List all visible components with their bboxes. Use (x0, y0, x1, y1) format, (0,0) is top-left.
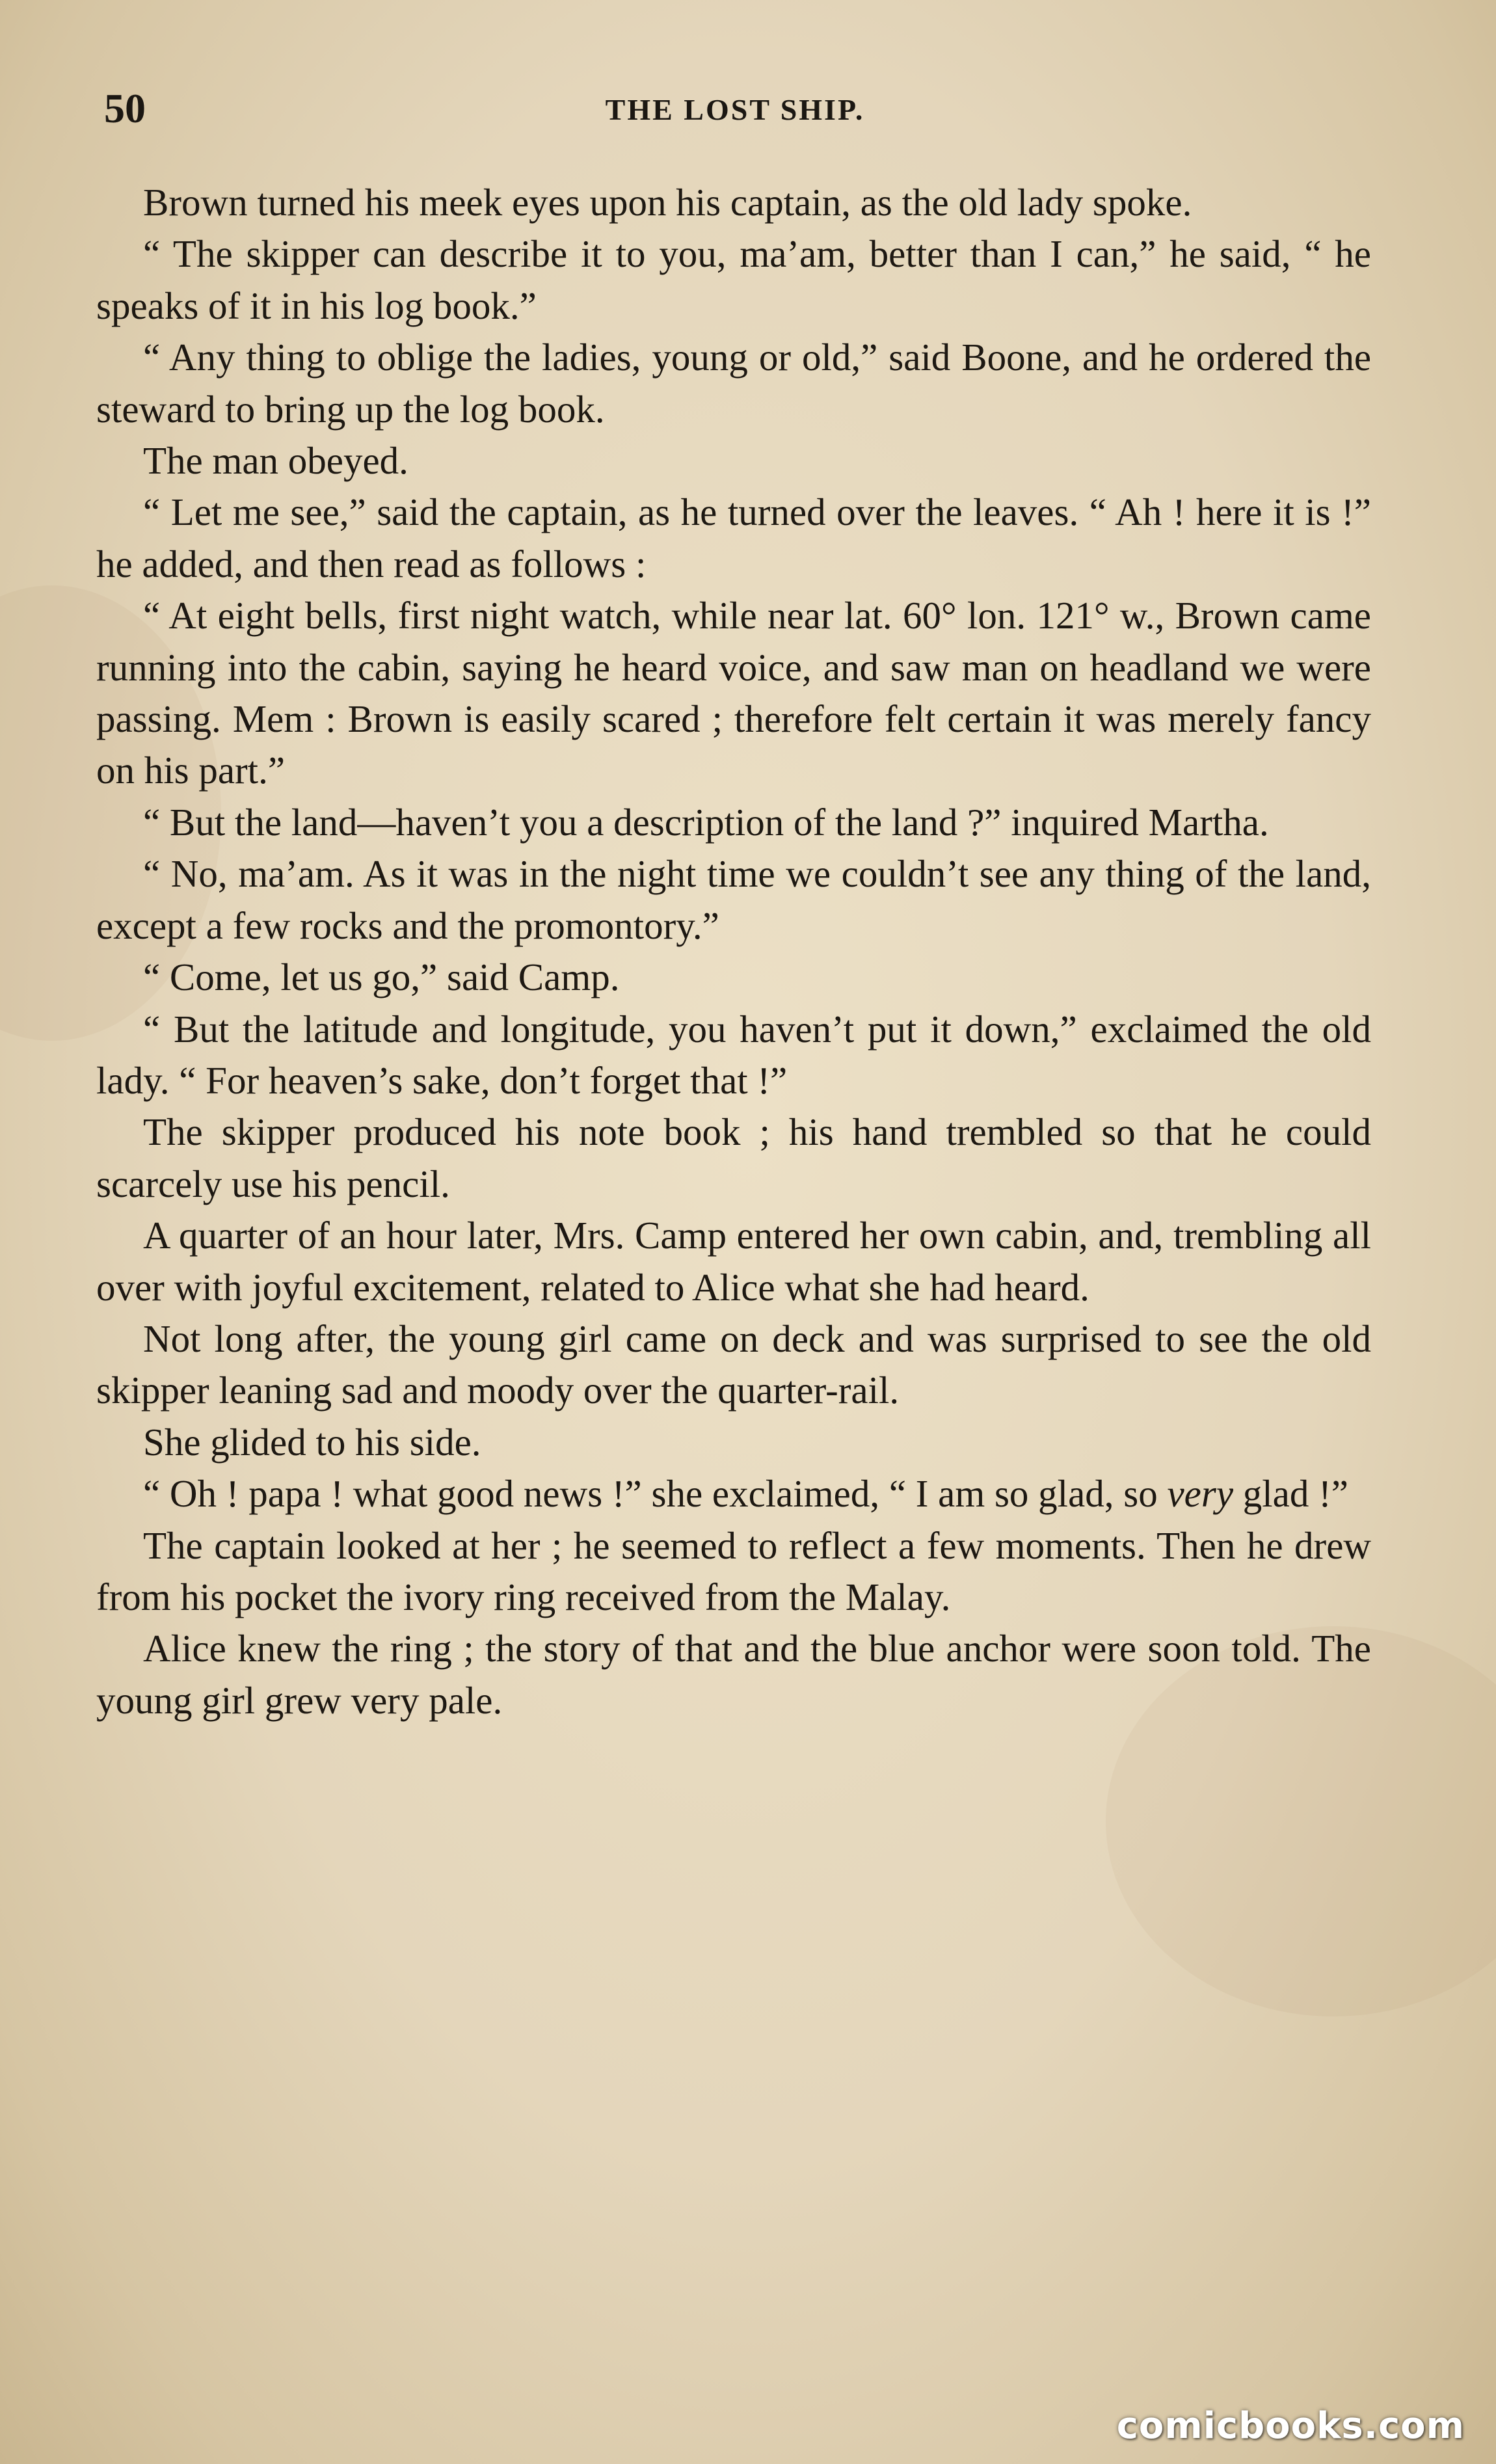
paragraph: She glided to his side. (143, 1420, 481, 1464)
paragraph: “ At eight bells, first night watch, while near lat. 60° lon. 121° w., Brown came running into the cabin, saying he heard voice, and saw man on headland we were passing. Mem : Brown is easily scared ; therefore felt certain it was merely fancy on his part.” (96, 594, 1371, 792)
running-head (104, 78, 1366, 143)
body-text (96, 177, 1371, 1726)
paragraph: Alice knew the ring ; the story of that and the blue anchor were soon told. The young girl grew very pale. (96, 1627, 1371, 1722)
paragraph: “ But the land—haven’t you a description of the land ?” inquired Martha. (143, 800, 1269, 844)
paragraph: “ Come, let us go,” said Camp. (143, 956, 620, 999)
paragraph: The skipper produced his note book ; his hand trembled so that he could scarcely use his pencil. (96, 1110, 1371, 1205)
paragraph: “ Any thing to oblige the ladies, young or old,” said Boone, and he ordered the steward to bring up the log book. (96, 336, 1371, 431)
watermark: comicbooks.com (1116, 2405, 1465, 2447)
page-number: 50 (104, 85, 146, 131)
paragraph: “ The skipper can describe it to you, ma’am, better than I can,” he said, “ he speaks of it in his log book.” (96, 232, 1371, 327)
paragraph: A quarter of an hour later, Mrs. Camp entered her own cabin, and, trembling all over with joyful excitement, related to Alice what she had heard. (96, 1214, 1371, 1309)
paragraph: “ No, ma’am. As it was in the night time we couldn’t see any thing of the land, except a few rocks and the promontory.” (96, 852, 1371, 947)
paragraph: The captain looked at her ; he seemed to reflect a few moments. Then he drew from his pocket the ivory ring received from the Malay. (96, 1523, 1371, 1618)
paragraph: Brown turned his meek eyes upon his captain, as the old lady spoke. (143, 181, 1192, 224)
paragraph: The man obeyed. (143, 439, 408, 483)
emphasized-word: very (1167, 1472, 1234, 1516)
paragraph: Not long after, the young girl came on deck and was surprised to see the old skipper leaning sad and moody over the quarter-rail. (96, 1317, 1371, 1412)
paragraph-text: “ Oh ! papa ! what good news !” she exclaimed, “ I am so glad, so (143, 1472, 1168, 1516)
paragraph-text: glad !” (1233, 1472, 1348, 1516)
paragraph (96, 1468, 1371, 1520)
paragraph: “ Let me see,” said the captain, as he turned over the leaves. “ Ah ! here it is !” he added, and then read as follows : (96, 490, 1371, 585)
running-title: THE LOST SHIP. (605, 93, 865, 126)
paragraph: “ But the latitude and longitude, you haven’t put it down,” exclaimed the old lady. “ For heaven’s sake, don’t forget that !” (96, 1007, 1371, 1102)
